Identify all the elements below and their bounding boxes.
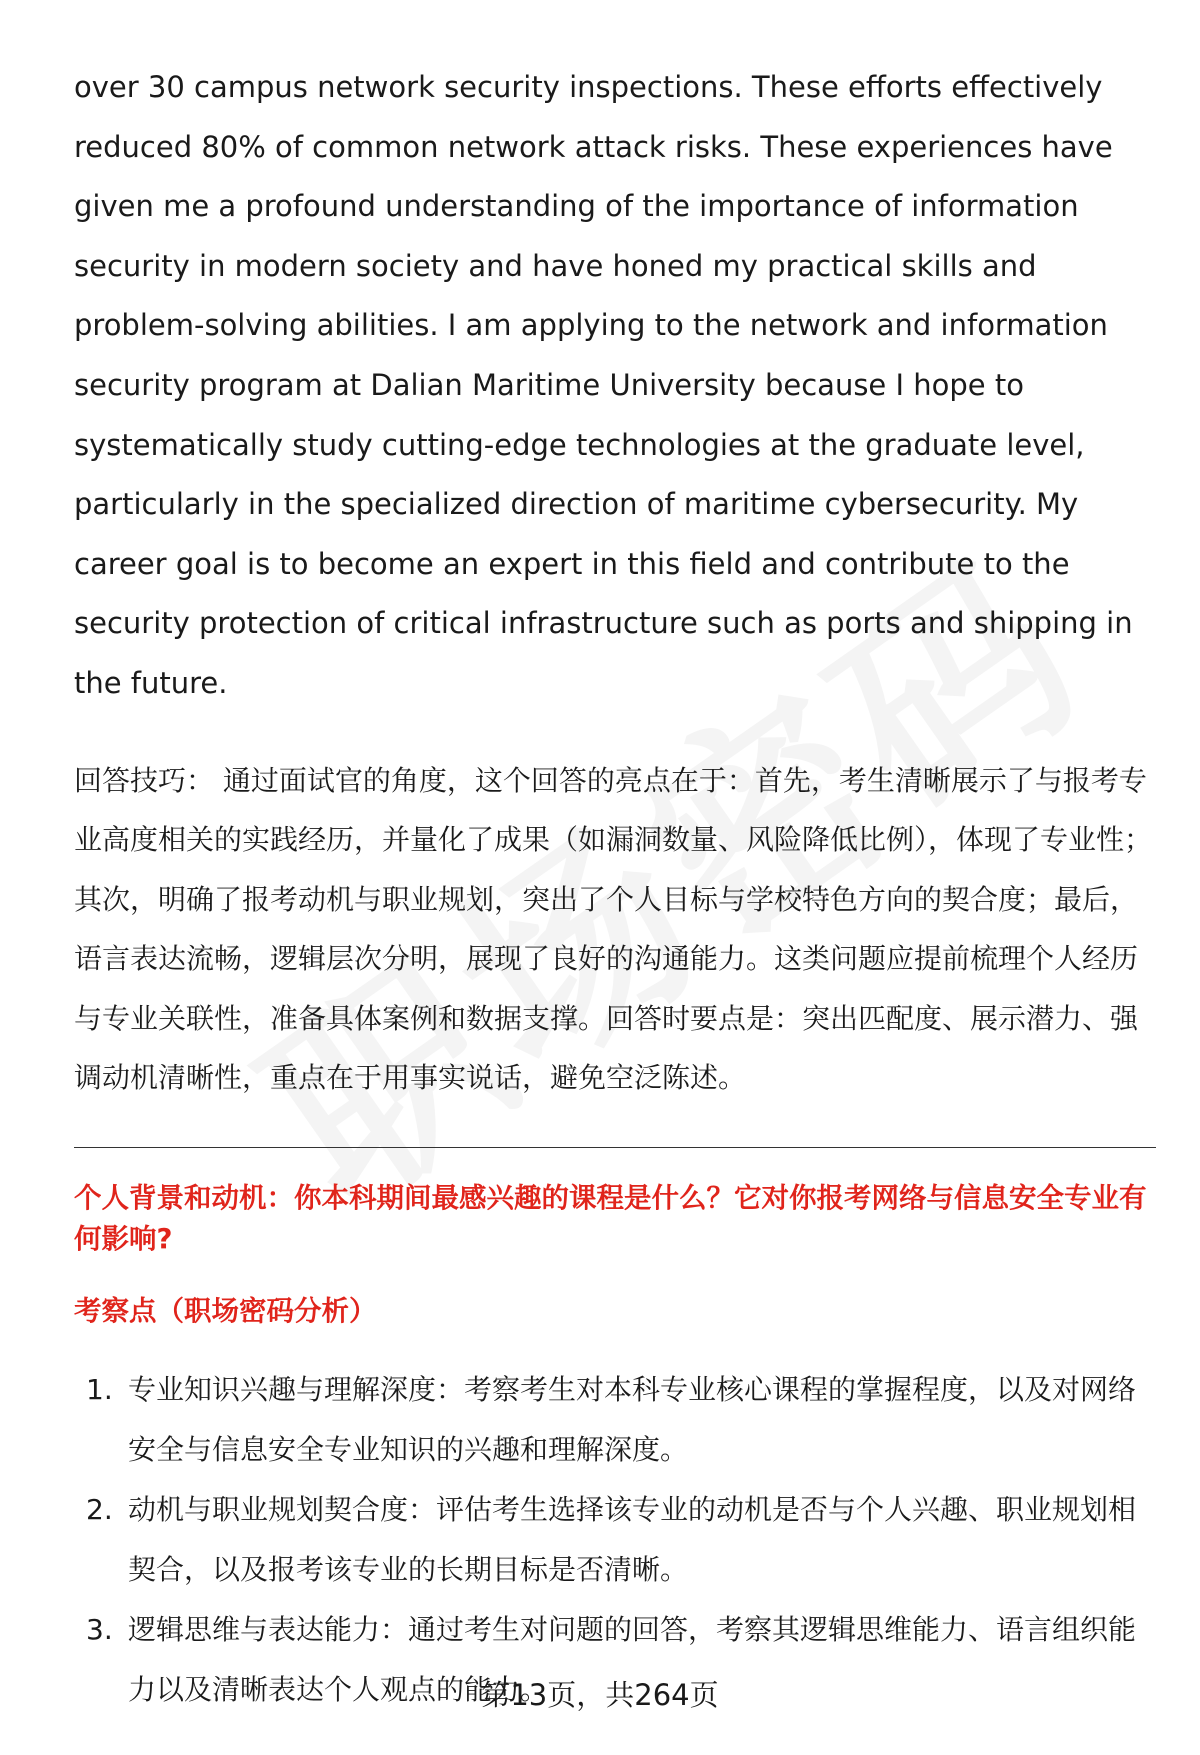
page-number: 第13页，共264页 — [481, 1678, 719, 1712]
list-item-text: 逻辑思维与表达能力：通过考生对问题的回答，考察其逻辑思维能力、语言组织能力以及清晰表达个人观点的能力。 — [128, 1612, 1137, 1706]
tip-paragraph: 回答技巧： 通过面试官的角度，这个回答的亮点在于：首先，考生清晰展示了与报考专业高度相关的实践经历，并量化了成果（如漏洞数量、风险降低比例），体现了专业性；其次，明确了报考动机与职业规划，突出了个人目标与学校特色方向的契合度；最后，语言表达流畅，逻辑层次分明，展现了良好的沟通能力。这类问题应提前梳理个人经历与专业关联性，准备具体案例和数据支撑。回答时要点是：突出匹配度、展示潜力、强调动机清晰性，重点在于用事实说话，避免空泛陈述。 — [74, 763, 1153, 1095]
section-divider — [74, 1147, 1156, 1148]
list-item-text: 动机与职业规划契合度：评估考生选择该专业的动机是否与个人兴趣、职业规划相契合，以及报考该专业的长期目标是否清晰。 — [128, 1492, 1137, 1586]
list-item — [74, 1360, 1156, 1480]
analysis-heading: 考察点（职场密码分析） — [74, 1294, 377, 1327]
list-item-text: 专业知识兴趣与理解深度：考察考生对本科专业核心课程的掌握程度，以及对网络安全与信息安全专业知识的兴趣和理解深度。 — [128, 1372, 1137, 1466]
answer-paragraph: over 30 campus network security inspections. These efforts effectively reduced 80% of common network attack risks. These experiences have given me a profound understanding of the importance of information security in modern society and have honed my practical skills and problem-solving abilities. I am applying to the network and information security program at Dalian Maritime University because I hope to systematically study cutting-edge technologies at the graduate level, particularly in the specialized direction of maritime cybersecurity. My career goal is to become an expert in this field and contribute to the security protection of critical infrastructure such as ports and shipping in the future. — [74, 70, 1133, 700]
list-item-number: 1. — [86, 1372, 113, 1406]
page-content — [74, 58, 1156, 1720]
list-item-number: 2. — [86, 1492, 113, 1526]
list-item-number: 3. — [86, 1612, 113, 1646]
question-heading: 个人背景和动机：你本科期间最感兴趣的课程是什么？它对你报考网络与信息安全专业有何影响? — [74, 1181, 1147, 1255]
analysis-points-list — [74, 1360, 1156, 1720]
list-item — [74, 1480, 1156, 1600]
